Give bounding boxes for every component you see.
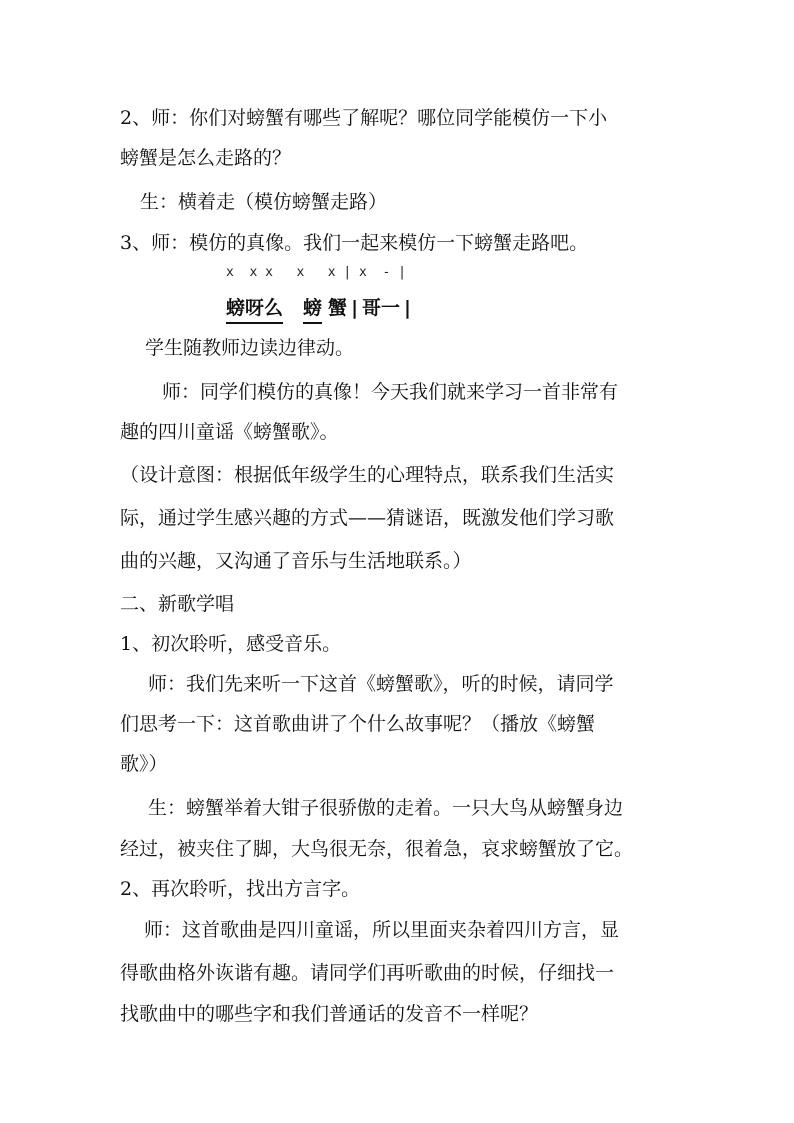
paragraph-line: 师：这首歌曲是四川童谣，所以里面夹杂着四川方言，显	[144, 919, 620, 941]
lyric-word: 螃	[226, 295, 245, 324]
paragraph-line: 师：我们先来听一下这首《螃蟹歌》，听的时候，请同学	[148, 673, 614, 695]
lyrics-line	[226, 295, 415, 324]
paragraph-line: 际，通过学生感兴趣的方式——猜谜语，既激发他们学习歌	[120, 507, 615, 529]
paragraph-line: 学生随教师边读边律动。	[145, 337, 355, 359]
paragraph-line: 生：螃蟹举着大钳子很骄傲的走着。一只大鸟从螃蟹身边	[148, 797, 624, 819]
barline: |	[351, 297, 359, 319]
section-heading: 二、新歌学唱	[120, 593, 235, 615]
paragraph-line: 3、师：模仿的真像。我们一起来模仿一下螃蟹走路吧。	[120, 232, 589, 254]
lyric-word: 哥一	[362, 297, 401, 319]
paragraph-line: （设计意图：根据低年级学生的心理特点，联系我们生活实	[120, 464, 615, 486]
paragraph-line: 螃蟹是怎么走路的？	[120, 147, 292, 169]
paragraph-line: 找歌曲中的哪些字和我们普通话的发音不一样呢？	[120, 1003, 539, 1025]
barline: |	[404, 297, 411, 319]
paragraph-line: 得歌曲格外诙谐有趣。请同学们再听歌曲的时候，仔细找一	[120, 962, 615, 984]
lyric-word: 螃	[303, 295, 322, 324]
paragraph-line: 2、再次聆听，找出方言字。	[120, 878, 361, 900]
paragraph-line: 们思考一下：这首歌曲讲了个什么故事呢？（播放《螃蟹	[120, 713, 596, 735]
paragraph-line: 师：同学们模仿的真像！今天我们就来学习一首非常有	[162, 381, 619, 403]
lyric-word: 蟹	[328, 297, 348, 319]
lyric-word: 呀么	[245, 295, 283, 324]
paragraph-line: 1、初次聆听，感受音乐。	[120, 633, 342, 655]
paragraph-line: 2、师：你们对螃蟹有哪些了解呢？哪位同学能模仿一下小	[120, 107, 608, 129]
paragraph-line: 曲的兴趣，又沟通了音乐与生活地联系。）	[120, 550, 472, 572]
paragraph-line: 歌》）	[120, 753, 168, 775]
rhythm-notation: x x x x x | x - |	[226, 265, 407, 280]
paragraph-line: 生：横着走（模仿螃蟹走路）	[140, 191, 388, 213]
paragraph-line: 经过，被夹住了脚，大鸟很无奈，很着急，哀求螃蟹放了它。	[120, 838, 634, 860]
paragraph-line: 趣的四川童谣《螃蟹歌》。	[120, 421, 339, 443]
